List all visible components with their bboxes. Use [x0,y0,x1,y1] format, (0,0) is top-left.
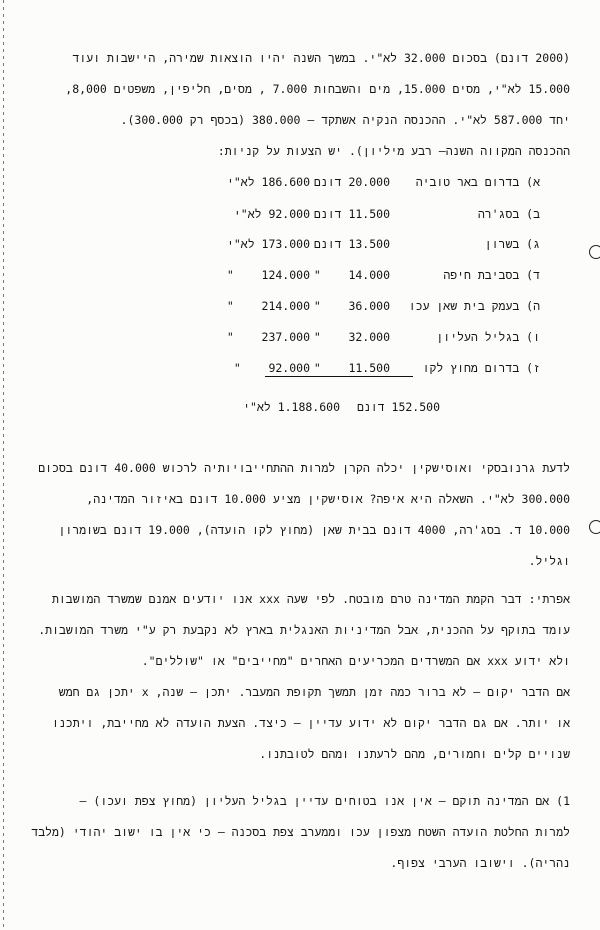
row-dunam: 36.000 " [313,299,390,313]
row-label: ב) בסג'רה [477,207,540,221]
row-value: 237.000 " [226,330,310,344]
total-dunam: 152.500 דונם [356,400,440,414]
row-label: ו) בגליל העליון [436,330,540,344]
table-row [200,235,540,253]
table-row [200,359,540,377]
table-row [200,205,540,223]
row-label: ג) בשרון [484,237,540,251]
table-row [200,173,540,191]
text-line: אם הדבר יקום – לא ברור כמה זמן תמשך תקופת המעבר. יתכן – שנה, x יתכן גם חמש [58,685,570,699]
row-dunam: 11.500 דונם [313,207,390,221]
text-line: נהריה). וישובו הערבי צפוף. [390,856,570,870]
row-label: ז) בדרום מחוץ לקו [422,361,540,375]
table-row [200,297,540,315]
row-value: 173.000 לא"י [226,237,310,251]
text-line: 300.000 לא"י. השאלה היא איפה? אוסישקין מציע 10.000 דונם באיזור המדינה, [86,492,570,506]
text-line: למרות החלטת הועדה השטח מצפון עכו וממערב צפת בסכנה – כי אין בו ישוב יהודי (מלבד [31,825,570,839]
row-value: 92.000 " [233,361,310,375]
row-dunam: 32.000 " [313,330,390,344]
text-line: (2000 דונם) בסכום 32.000 לא"י. במשך השנה יהיו הוצאות שמירה, היישבות ועוד [72,51,570,65]
table-row [200,328,540,346]
table-total-row [230,398,440,416]
row-value: 124.000 " [226,268,310,282]
punch-hole-icon [589,245,600,259]
row-label: ד) בסביבת חיפה [443,268,540,282]
row-dunam: 20.000 דונם [313,175,390,189]
row-value: 186.600 לא"י [226,175,310,189]
row-value: 92.000 לא"י [233,207,310,221]
text-line: או יותר. אם גם הדבר יקום לא ידוע עדיין – כיצד. הצעת הועדה לא מחייבת, ויתכנו [51,716,570,730]
text-line: לדעת גרנובסקי ואוסישקין יכלה הקרן למרות ההתחייבויותיה לרכוש 40.000 דונם בסכום [38,461,570,475]
text-line: אפרתי: דבר הקמת המדינה טרם מובטח. לפי שעה xxx אנו יודעים אמנם שמשרד המושבות [51,592,570,606]
row-dunam: 13.500 דונם [313,237,390,251]
row-label: ה) בעמק בית שאן עכו [408,299,540,313]
text-line: ולא ידוע xxx אם המשרדים המכריעים האחרים "מחייבים" או "שוללים". [141,654,570,668]
text-line: יחד 587.000 לא"י. ההכנסה הנקיה אשתקד – 380.000 (בכסף רק 300.000). [120,113,570,127]
text-line: ההכנסה המקווה השנה– רבע מיליון). יש הצעות על קניות: [217,144,570,158]
text-line: וגליל. [528,554,570,568]
row-dunam: 14.000 " [313,268,390,282]
text-line: 15.000 לא"י, מסים 15.000, מים והשבחות 7.000 , מסים, חליפין, משפטים 8,000, [65,82,570,96]
row-label: א) בדרום באר טוביה [415,175,540,189]
punch-hole-icon [589,520,600,534]
row-dunam: 11.500 " [313,361,390,375]
text-line: 10.000 ד. בסג'רה, 4000 דונם בבית שאן (מחוץ לקו הועדה), 19.000 דונם בשומרון [58,523,570,537]
row-value: 214.000 " [226,299,310,313]
table-row [200,266,540,284]
text-line: שנויים קלים וחמורים, מהם לרעתנו ומהם לטובתנו. [259,747,570,761]
text-line: 1) אם המדינה תוקם – אין אנו בטוחים עדיין בגליל העליון (מחוץ צפת ועכו) – [79,794,570,808]
total-value: 1.188.600 לא"י [243,400,340,414]
text-line: עומד בתוקף על ההכנית, אבל המדיניות האנגלית בארץ לא נקבעת רק ע"י משרד המושבות. [38,623,570,637]
scanned-page-edge [3,0,4,930]
sum-underline [265,376,413,377]
